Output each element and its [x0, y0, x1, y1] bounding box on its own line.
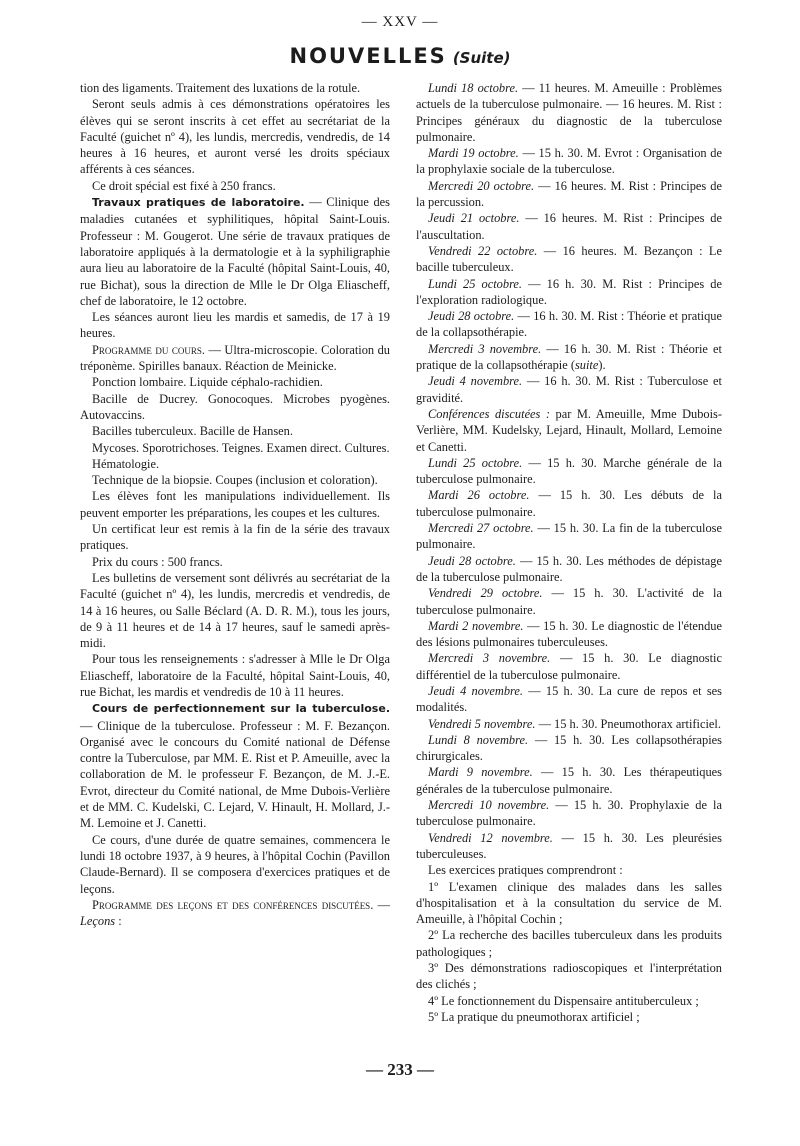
entry-date: Mardi 9 novembre.	[428, 765, 533, 780]
paragraph	[80, 374, 390, 390]
paragraph	[80, 456, 390, 472]
entry-text: — 15 h. 30. La fin de la tuberculose pulmonaire.	[416, 521, 722, 552]
paragraph	[80, 570, 390, 651]
entry-text: 1º L'examen clinique des malades dans les salles d'hospitalisation et à la consultation du service de M. Ameuille, à l'hôpital Cochin ;	[416, 879, 722, 927]
entry-text: Les exercices pratiques comprendront :	[428, 863, 623, 878]
paragraph-text: Ponction lombaire. Liquide céphalo-rachidien.	[92, 375, 323, 390]
entry-text: — 15 h. 30. M. Evrot : Organisation de la prophylaxie sociale de la tuberculose.	[416, 146, 722, 177]
paragraph-text: Un certificat leur est remis à la fin de la série des travaux pratiques.	[80, 522, 390, 553]
paragraph-text: Hématologie.	[92, 456, 160, 471]
entry-text: — 16 h. 30. M. Rist : Théorie et pratique de la collapsothérapie.	[416, 309, 723, 340]
section-title-suffix: (Suite)	[452, 49, 511, 67]
paragraph-text: Les élèves font les manipulations individuellement. Ils peuvent emporter les préparations, les coupes et les cultures.	[80, 489, 390, 520]
entry-date: Mercredi 3 novembre.	[428, 341, 542, 356]
entry-date: Mardi 19 octobre.	[428, 146, 519, 161]
right-column	[416, 80, 722, 1025]
paragraph-text: —	[373, 897, 390, 912]
entry-text: — 15 h. 30. Les collapsothérapies chirurgicales.	[416, 732, 722, 764]
entry-date: Vendredi 29 octobre.	[428, 586, 543, 601]
schedule-entry	[416, 487, 722, 520]
entry-text: 3º Des démonstrations radioscopiques et l'interprétation des clichés ;	[416, 961, 722, 992]
paragraph-text: Ce cours, d'une durée de quatre semaines, commencera le lundi 18 octobre 1937, à 9 heures, à l'hôpital Cochin (Pavillon Claude-Bernard). Il se composera d'exercices pratiques et de leçons.	[80, 832, 390, 896]
entry-date: Vendredi 22 octobre.	[428, 243, 538, 258]
paragraph-text: Mycoses. Sporotrichoses. Teignes. Examen direct. Cultures.	[92, 440, 390, 455]
entry-text: — 15 h. 30. Les débuts de la tuberculose pulmonaire.	[416, 488, 722, 519]
schedule-entry	[416, 406, 722, 455]
schedule-entry	[416, 618, 722, 651]
paragraph-text: — Ultra-microscopie. Coloration du tréponème. Spirilles banaux. Réaction de Meinicke.	[80, 342, 390, 374]
schedule-entry	[416, 797, 722, 830]
paragraph-text: Bacille de Ducrey. Gonocoques. Microbes pyogènes. Autovaccins.	[80, 391, 390, 422]
entry-emphasis: suite	[574, 358, 599, 373]
schedule-entry	[416, 553, 722, 586]
entry-text: 2º La recherche des bacilles tuberculeux dans les produits pathologiques ;	[416, 928, 722, 959]
entry-text: — 15 h. 30. Prophylaxie de la tuberculose pulmonaire.	[416, 798, 723, 829]
entry-date: Conférences discutées :	[428, 406, 551, 421]
schedule-entry	[416, 80, 722, 145]
left-column	[80, 80, 390, 929]
paragraph	[80, 832, 390, 897]
entry-text: — 16 heures. M. Bezançon : Le bacille tuberculeux.	[416, 243, 722, 275]
schedule-entry	[416, 960, 722, 993]
entry-date: Mercredi 20 octobre.	[428, 178, 535, 193]
paragraph-text: Technique de la biopsie. Coupes (inclusion et coloration).	[92, 473, 378, 488]
entry-text: — 15 h. 30. Les pleurésies tuberculeuses.	[416, 830, 722, 861]
entry-date: Jeudi 28 octobre.	[428, 553, 516, 568]
entry-date: Vendredi 5 novembre.	[428, 716, 536, 731]
schedule-entry	[416, 243, 722, 276]
schedule-entry	[416, 585, 722, 618]
paragraph-tail: :	[115, 914, 122, 929]
paragraph	[80, 440, 390, 456]
entry-text: 5º La pratique du pneumothorax artificiel ;	[428, 1009, 640, 1024]
schedule-entry	[416, 455, 722, 488]
schedule-entry	[416, 308, 722, 341]
entry-text: — 15 h. 30. Les thérapeutiques générales de la tuberculose pulmonaire.	[416, 765, 722, 796]
entry-date: Jeudi 28 octobre.	[428, 309, 515, 324]
paragraph	[80, 651, 390, 700]
paragraph-text: Les bulletins de versement sont délivrés au secrétariat de la Faculté (guichet nº 4), les lundis, mercredis et vendredis, de 14 à 16 heures, ou Salle Béclard (A. D. R. M.), tous les jours, de 9 à 11 heures et de 14 à 17 heures, sauf le samedi après-midi.	[80, 570, 390, 651]
entry-text: — 16 heures. M. Rist : Principes de la percussion.	[416, 178, 722, 210]
entry-text: — 16 h. 30. M. Rist : Principes de l'exploration radiologique.	[416, 276, 723, 307]
schedule-entry	[416, 373, 722, 406]
entry-text: — 15 h. 30. Pneumothorax artificiel.	[535, 716, 721, 731]
schedule-entry	[416, 927, 722, 960]
section-title: NOUVELLES	[289, 44, 447, 68]
paragraph-text: — Clinique des maladies cutanées et syphilitiques, hôpital Saint-Louis. Professeur : M. Gougerot. Une série de travaux pratiques de laboratoire appliqués à la dermatologie et à la syphiligraphie aura lieu au laboratoire de la Faculté (hôpital Saint-Louis, 40, rue Bichat), sous la direction de Mlle le Dr Olga Eliascheff, chef de laboratoire, le 12 octobre.	[80, 195, 390, 308]
entry-text: — 15 h. 30. L'activité de la tuberculose pulmonaire.	[416, 586, 722, 617]
paragraph-text: Pour tous les renseignements : s'adresser à Mlle le Dr Olga Eliascheff, laboratoire de la Faculté, hôpital Saint-Louis, 40, rue Bichat, les mardis et vendredis de 10 à 11 heures.	[80, 652, 390, 699]
schedule-entry	[416, 716, 722, 732]
paragraph-emphasis: Leçons	[80, 914, 116, 929]
paragraph	[80, 700, 390, 831]
paragraph-lead: Cours de perfectionnement sur la tuberculose.	[92, 702, 390, 716]
entry-date: Mardi 26 octobre.	[428, 488, 530, 503]
entry-date: Jeudi 4 novembre.	[428, 374, 523, 389]
entry-text: — 15 h. 30. Le diagnostic différentiel de la tuberculose pulmonaire.	[416, 651, 722, 682]
entry-date: Jeudi 21 octobre.	[428, 211, 520, 226]
paragraph	[80, 342, 390, 375]
page-roman-numeral: — XXV —	[361, 14, 439, 30]
entry-date: Lundi 8 novembre.	[428, 732, 529, 747]
entry-date: Lundi 25 octobre.	[428, 455, 523, 470]
entry-text: — 15 h. 30. Les méthodes de dépistage de la tuberculose pulmonaire.	[416, 553, 722, 584]
entry-date: Jeudi 4 novembre.	[428, 683, 524, 698]
paragraph-text: Ce droit spécial est fixé à 250 francs.	[92, 178, 276, 193]
section-heading	[0, 44, 800, 68]
entry-date: Mercredi 3 novembre.	[428, 651, 551, 666]
entry-date: Mardi 2 novembre.	[428, 618, 524, 633]
entry-text: — 16 h. 30. M. Rist : Tuberculose et gravidité.	[416, 374, 722, 405]
schedule-entry	[416, 732, 722, 765]
entry-text: — 15 h. 30. Marche générale de la tuberculose pulmonaire.	[416, 455, 723, 487]
paragraph	[80, 423, 390, 439]
entry-date: Mercredi 10 novembre.	[428, 798, 550, 813]
paragraph	[80, 178, 390, 194]
schedule-entry	[416, 276, 722, 309]
entry-text: par M. Ameuille, Mme Dubois-Verlière, MM. Kudelsky, Lejard, Hinault, Mollard, Lemoine et Canetti.	[416, 406, 723, 454]
paragraph-text: tion des ligaments. Traitement des luxations de la rotule.	[80, 81, 361, 95]
paragraph	[80, 521, 390, 554]
entry-text: — 11 heures. M. Ameuille : Problèmes actuels de la tuberculose pulmonaire. — 16 heures. M. Rist : Principes généraux du diagnostic de la tuberculose pulmonaire.	[416, 81, 722, 144]
schedule-entry	[416, 1009, 722, 1025]
schedule-entry	[416, 862, 722, 878]
schedule-entry	[416, 830, 722, 863]
entry-text: 4º Le fonctionnement du Dispensaire antituberculeux ;	[428, 993, 699, 1008]
entry-tail: ).	[598, 358, 606, 373]
schedule-entry	[416, 210, 722, 243]
entry-date: Vendredi 12 novembre.	[428, 830, 553, 845]
paragraph-text: Prix du cours : 500 francs.	[92, 554, 223, 569]
schedule-entry	[416, 764, 722, 797]
paragraph-text: — Clinique de la tuberculose. Professeur : M. F. Bezançon. Organisé avec le concours du Comité national de Défense contre la Tuberculose, par MM. E. Rist et P. Ameuille, avec la collaboration de M. le professeur F. Bezançon, de M. J.-E. Evrot, directeur du Comité national, de Mme Dubois-Verlière et de MM. C. Kudelski, C. Lejard, V. Hinault, H. Mollard, J.-M. Lemoine et J. Canetti.	[80, 718, 390, 831]
entry-text: — 16 heures. M. Rist : Principes de l'auscultation.	[416, 211, 723, 242]
paragraph	[80, 96, 390, 177]
schedule-entry	[416, 650, 722, 683]
schedule-entry	[416, 145, 722, 178]
paragraph-text: Les séances auront lieu les mardis et samedis, de 17 à 19 heures.	[80, 310, 390, 341]
paragraph	[80, 194, 390, 309]
paragraph-lead: Travaux pratiques de laboratoire.	[92, 196, 305, 210]
paragraph	[80, 80, 390, 96]
schedule-entry	[416, 683, 722, 716]
entry-date: Mercredi 27 octobre.	[428, 521, 534, 536]
paragraph	[80, 309, 390, 342]
entry-date: Lundi 18 octobre.	[428, 81, 519, 95]
paragraph	[80, 897, 390, 930]
page-number: — 233 —	[366, 1060, 434, 1079]
paragraph-text: Seront seuls admis à ces démonstrations opératoires les élèves qui se seront inscrits à cet effet au secrétariat de la Faculté (guichet nº 4), les lundis, mercredis, vendredis, de 14 heures à 16 heures, et auront versé les droits spéciaux afférents à ces séances.	[80, 97, 390, 177]
entry-date: Lundi 25 octobre.	[428, 276, 523, 291]
schedule-entry	[416, 341, 722, 374]
paragraph	[80, 488, 390, 521]
paragraph	[80, 472, 390, 488]
schedule-entry	[416, 993, 722, 1009]
paragraph-text: Bacilles tuberculeux. Bacille de Hansen.	[92, 424, 293, 439]
entry-text: — 15 h. 30. La cure de repos et ses modalités.	[416, 683, 723, 715]
schedule-entry	[416, 178, 722, 211]
paragraph	[80, 391, 390, 424]
schedule-entry	[416, 879, 722, 928]
entry-text: — 15 h. 30. Le diagnostic de l'étendue des lésions pulmonaires tuberculeuses.	[416, 618, 722, 650]
paragraph	[80, 554, 390, 570]
entry-text: — 16 h. 30. M. Rist : Théorie et pratique de la collapsothérapie (	[416, 341, 722, 373]
schedule-entry	[416, 520, 722, 553]
paragraph-lead: Programme des leçons et des conférences discutées.	[92, 897, 374, 912]
paragraph-lead: Programme du cours.	[92, 342, 205, 357]
